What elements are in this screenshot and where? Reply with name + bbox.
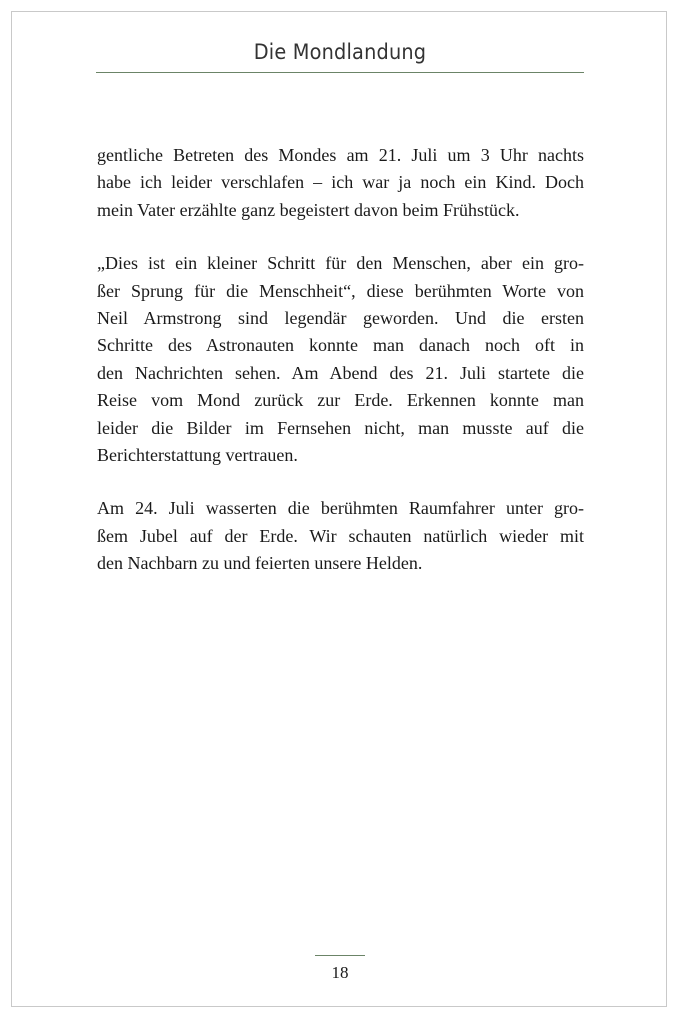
paragraph-3: [97, 495, 584, 577]
text-line: Berichterstattung vertrauen.: [97, 445, 298, 466]
text-line: den Nachrichten sehen. Am Abend des 21. Juli startete die: [97, 362, 584, 383]
text-line: Schritte des Astronauten konnte man danach noch oft in: [97, 335, 584, 356]
text-line: „Dies ist ein kleiner Schritt für den Menschen, aber ein gro-: [97, 253, 584, 274]
text-line: leider die Bilder im Fernsehen nicht, man musste auf die: [97, 417, 584, 438]
text-line: ßem Jubel auf der Erde. Wir schauten natürlich wieder mit: [97, 525, 584, 546]
paragraph-2: [97, 250, 584, 469]
header-rule: [96, 72, 584, 73]
running-title: Die Mondlandung: [253, 40, 427, 64]
text-line: ßer Sprung für die Menschheit“, diese berühmten Worte von: [97, 280, 584, 301]
text-line: mein Vater erzählte ganz begeistert davon beim Frühstück.: [97, 199, 520, 220]
text-line: gentliche Betreten des Mondes am 21. Juli um 3 Uhr nachts: [97, 145, 584, 165]
page-number: 18: [331, 963, 349, 982]
text-line: den Nachbarn zu und feierten unsere Helden.: [97, 553, 423, 574]
text-line: habe ich leider verschlafen – ich war ja noch ein Kind. Doch: [97, 172, 584, 193]
running-head: [96, 38, 584, 74]
body-text: [97, 142, 584, 604]
text-line: Am 24. Juli wasserten die berühmten Raumfahrer unter gro-: [97, 498, 584, 519]
footer-rule: [315, 955, 365, 956]
text-line: Reise vom Mond zurück zur Erde. Erkennen konnte man: [97, 390, 584, 411]
text-line: Neil Armstrong sind legendär geworden. Und die ersten: [97, 308, 584, 329]
paragraph-1: [97, 142, 584, 224]
page-footer: [315, 955, 365, 995]
